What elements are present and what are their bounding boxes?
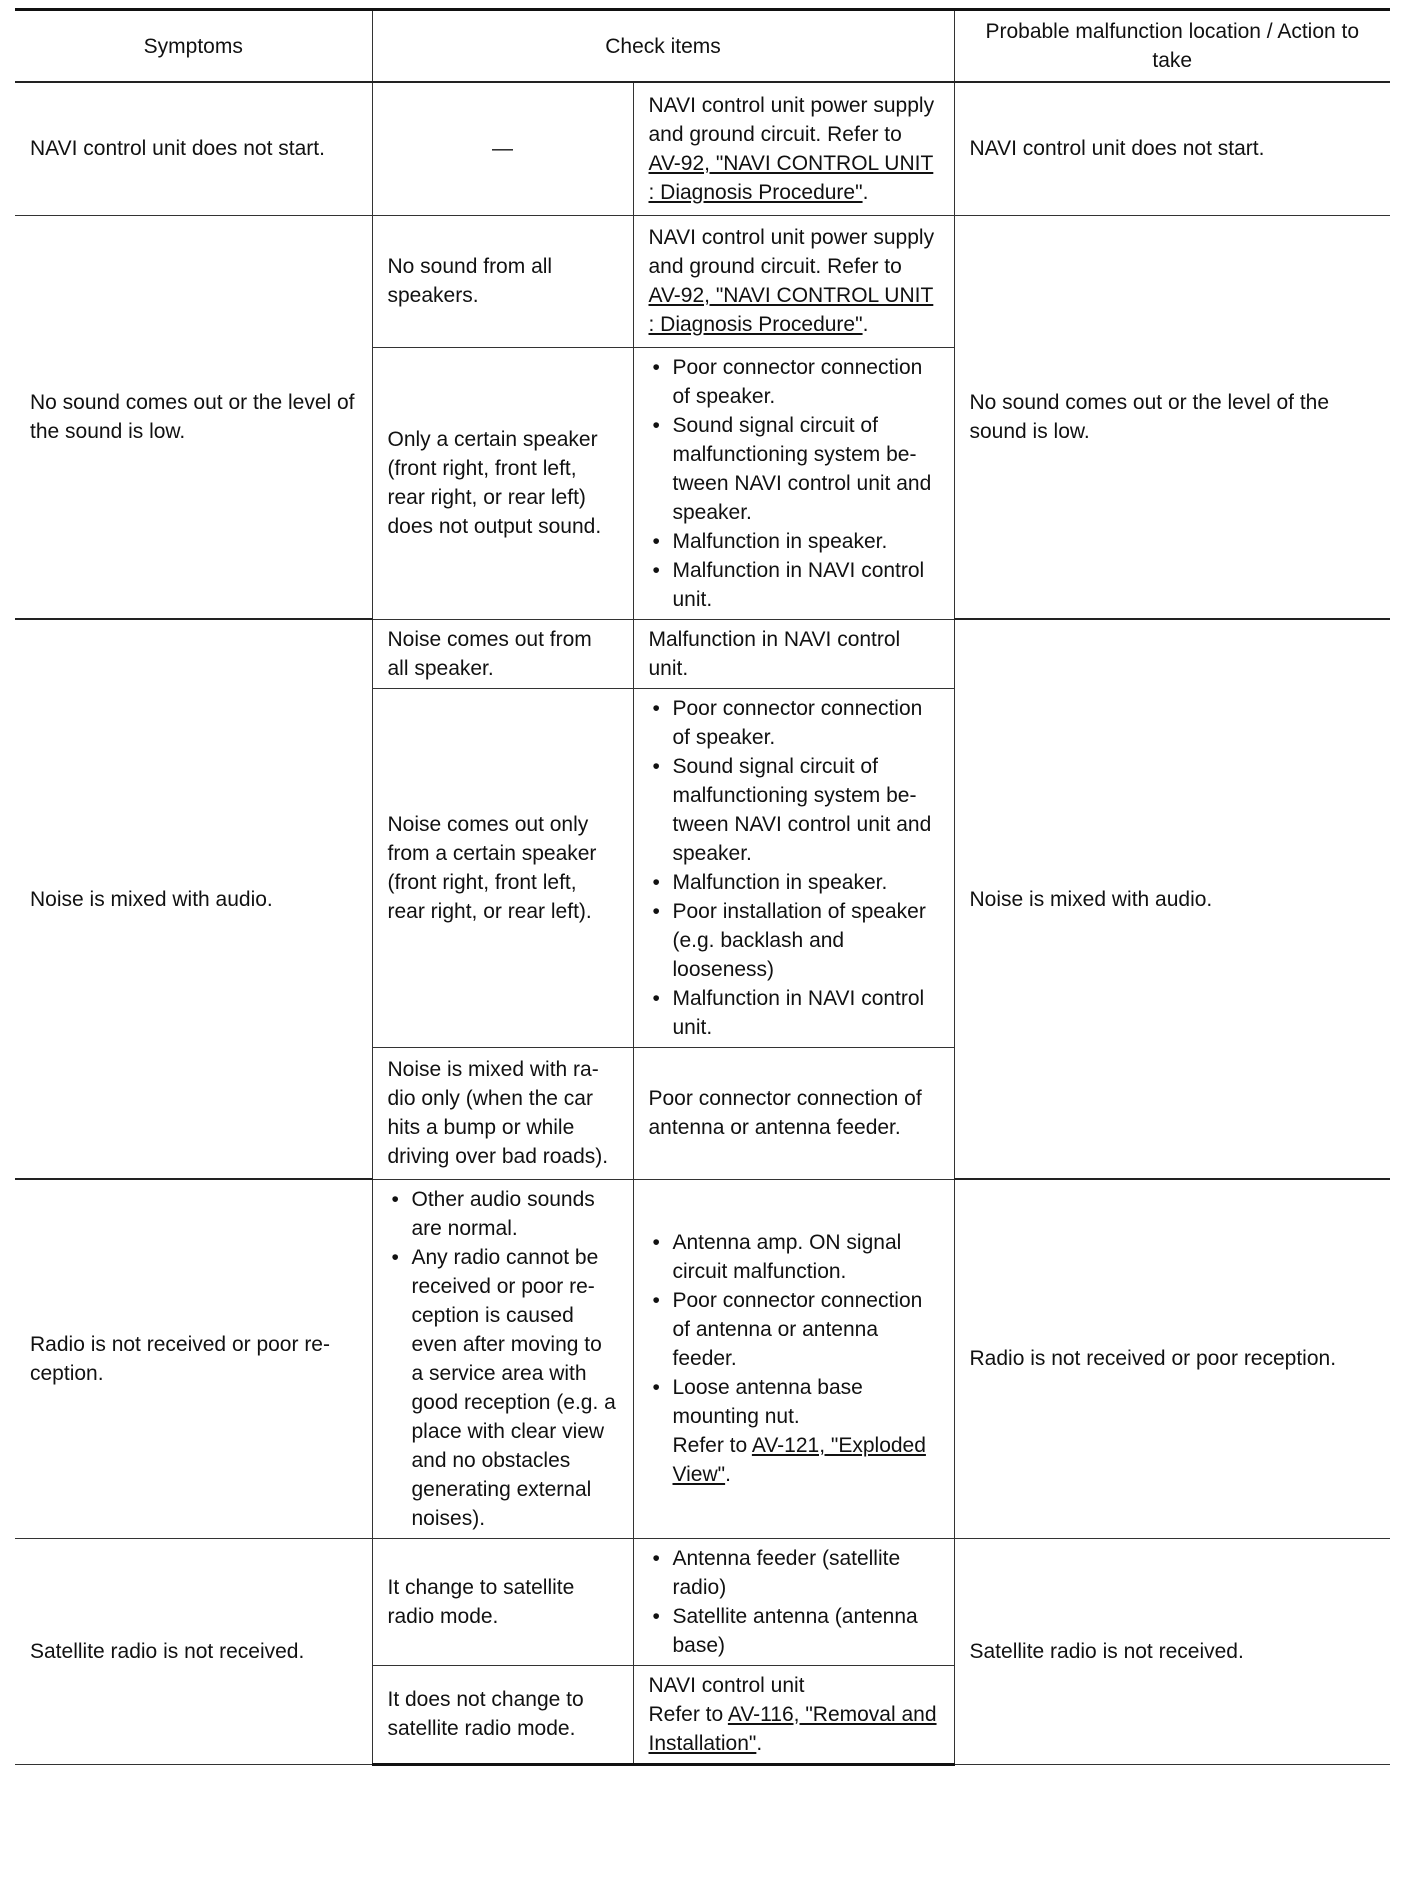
table-row (15, 1179, 1390, 1538)
detail-text: NAVI control unit (648, 1673, 805, 1697)
detail-cell (633, 82, 954, 215)
detail-cell (633, 1538, 954, 1665)
detail-cell (633, 347, 954, 619)
check-cell: It change to satellite radio mode. (372, 1538, 633, 1665)
detail-cell (633, 688, 954, 1047)
detail-end: . (725, 1463, 731, 1486)
list-item: • Sound signal circuit of malfunctioning system between NAVI control unit and speaker. (649, 411, 939, 527)
list-item: • Poor connector connection of speaker. (649, 353, 939, 411)
action-cell: NAVI control unit does not start. (954, 82, 1390, 215)
detail-list (649, 1544, 939, 1660)
action-cell: Satellite radio is not received. (954, 1538, 1390, 1764)
list-item: • Satellite antenna (antenna base) (649, 1602, 939, 1660)
check-cell: — (372, 82, 633, 215)
symptom-cell: NAVI control unit does not start. (15, 82, 372, 215)
table-row (15, 215, 1390, 347)
detail-cell (633, 1665, 954, 1764)
detail-text: NAVI control unit power supply and ground circuit. Refer to (648, 93, 935, 146)
action-cell: Noise is mixed with audio. (954, 619, 1390, 1179)
detail-cell (633, 1179, 954, 1538)
list-item: • Malfunction in NAVI control unit. (649, 984, 939, 1042)
check-cell: No sound from all speakers. (372, 215, 633, 347)
header-symptoms: Symptoms (15, 10, 372, 83)
detail-cell (633, 215, 954, 347)
list-item: • Malfunction in speaker. (649, 868, 939, 897)
check-cell: It does not change to satellite radio mode. (372, 1665, 633, 1764)
list-item: • Antenna amp. ON signal circuit malfunction. (649, 1228, 939, 1286)
table-row (15, 82, 1390, 215)
header-probable-location: Probable malfunction location / Action to take (954, 10, 1390, 83)
reference-link[interactable]: AV-116, "Removal and Installation" (648, 1702, 937, 1755)
reference-link[interactable]: AV-121, "Exploded View" (672, 1434, 926, 1486)
symptom-cell: Radio is not received or poor reception. (15, 1179, 372, 1538)
list-item: • Antenna feeder (satellite radio) (649, 1544, 939, 1602)
list-item: • Other audio sounds are normal. (388, 1185, 618, 1243)
symptom-cell: Satellite radio is not received. (15, 1538, 372, 1764)
list-item: • Poor installation of speaker (e.g. backlash and looseness) (649, 897, 939, 984)
list-item: • Malfunction in NAVI control unit. (649, 556, 939, 614)
list-item: • Any radio cannot be received or poor reception is caused even after moving to a service area with good reception (e.g. a place with clear view and no obstacles generating external noises). (388, 1243, 618, 1533)
table-row (15, 1538, 1390, 1665)
detail-refer: Refer to (672, 1434, 752, 1457)
check-list (388, 1185, 618, 1533)
reference-link[interactable]: AV-92, "NAVI CONTROL UNIT : Diagnosis Procedure" (648, 284, 934, 336)
symptom-cell: No sound comes out or the level of the sound is low. (15, 215, 372, 619)
diagnosis-table (15, 8, 1390, 1766)
check-cell: Noise is mixed with radio only (when the car hits a bump or while driving over bad roads). (372, 1047, 633, 1179)
detail-cell: Malfunction in NAVI control unit. (633, 619, 954, 688)
reference-link[interactable]: AV-92, "NAVI CONTROL UNIT : Diagnosis Procedure" (648, 151, 934, 204)
detail-text: Loose antenna base mounting nut. (672, 1376, 863, 1428)
list-item: • Poor connector connection of speaker. (649, 694, 939, 752)
detail-text: NAVI control unit power supply and ground circuit. Refer to (648, 226, 935, 278)
detail-refer: Refer to (648, 1702, 728, 1726)
list-item: • Poor connector connection of antenna or antenna feeder. (649, 1286, 939, 1373)
detail-list (649, 1228, 939, 1489)
list-item: • Sound signal circuit of malfunctioning system between NAVI control unit and speaker. (649, 752, 939, 868)
check-cell (372, 1179, 633, 1538)
detail-list (649, 353, 939, 614)
header-check-items: Check items (372, 10, 954, 83)
table-row (15, 619, 1390, 688)
list-item (649, 1373, 939, 1489)
action-cell: Radio is not received or poor reception. (954, 1179, 1390, 1538)
symptom-cell: Noise is mixed with audio. (15, 619, 372, 1179)
check-cell: Only a certain speaker (front right, front left, rear right, or rear left) does not output sound. (372, 347, 633, 619)
detail-cell: Poor connector connection of antenna or antenna feeder. (633, 1047, 954, 1179)
check-cell: Noise comes out only from a certain speaker (front right, front left, rear right, or rear left). (372, 688, 633, 1047)
detail-end: . (862, 180, 869, 204)
detail-list (649, 694, 939, 1042)
detail-end: . (756, 1731, 763, 1755)
header-row (15, 10, 1390, 83)
action-cell: No sound comes out or the level of the sound is low. (954, 215, 1390, 619)
detail-end: . (862, 313, 869, 336)
check-cell: Noise comes out from all speaker. (372, 619, 633, 688)
list-item: • Malfunction in speaker. (649, 527, 939, 556)
